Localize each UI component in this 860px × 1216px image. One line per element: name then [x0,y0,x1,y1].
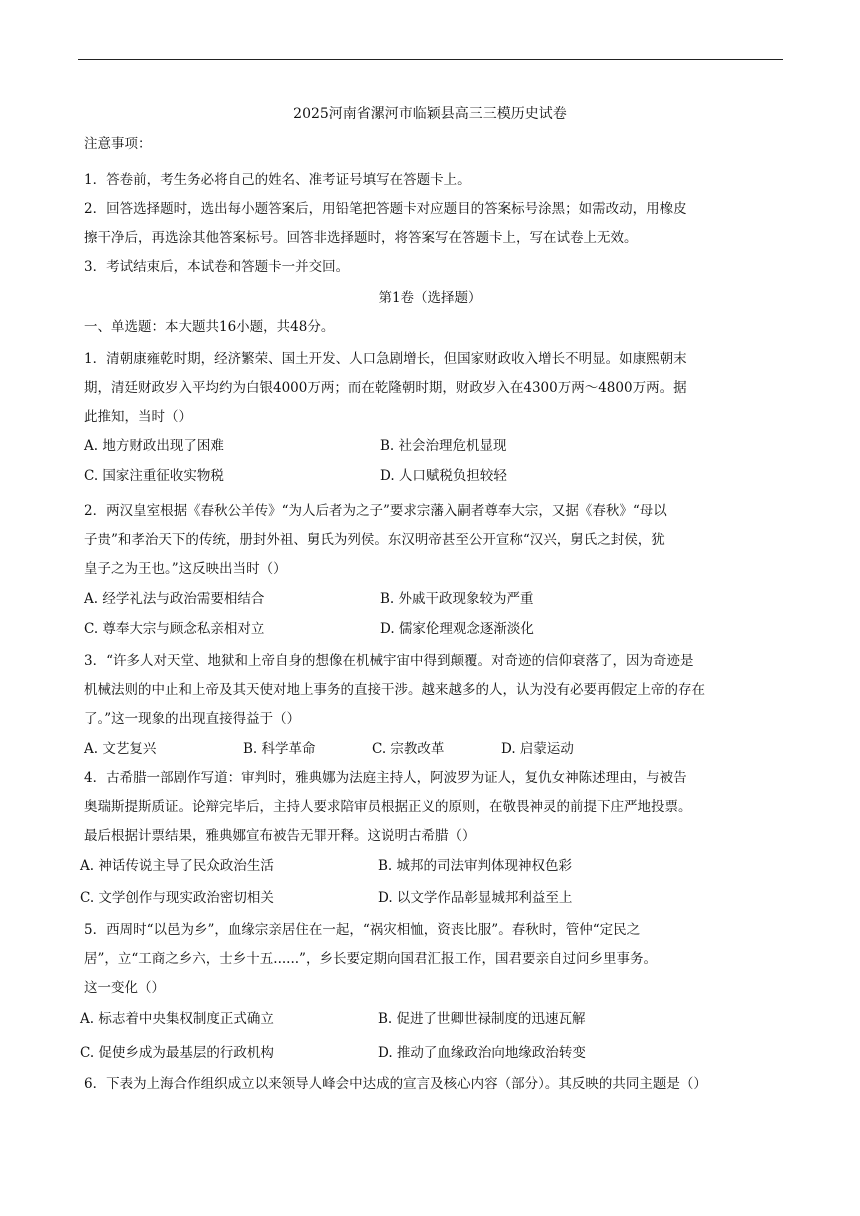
q5-option-a[interactable]: A. 标志着中央集权制度正式确立 [80,1011,274,1027]
q5-option-d[interactable]: D. 推动了血缘政治向地缘政治转变 [378,1045,586,1061]
question-5-line: 5．西周时“以邑为乡”，血缘宗亲居住在一起，“祸灾相恤，资丧比服”。春秋时，管仲“定民之 [84,922,641,938]
q3-option-b[interactable]: B. 科学革命 [243,741,316,757]
q4-option-d[interactable]: D. 以文学作品彰显城邦利益至上 [378,890,573,906]
q3-option-d[interactable]: D. 启蒙运动 [501,741,574,757]
header-rule [78,59,783,60]
q5-option-b[interactable]: B. 促进了世卿世禄制度的迅速瓦解 [378,1011,586,1027]
question-4-line: 最后根据计票结果，雅典娜宣布被告无罪开释。这说明古希腊（） [84,828,476,844]
q4-option-b[interactable]: B. 城邦的司法审判体现神权色彩 [378,858,573,874]
q4-option-a[interactable]: A. 神话传说主导了民众政治生活 [80,858,274,874]
q1-option-c[interactable]: C. 国家注重征收实物税 [84,468,224,484]
section-title: 一、单选题：本大题共16小题，共48分。 [84,319,335,335]
question-4-line: 4．古希腊一部剧作写道：审判时，雅典娜为法庭主持人，阿波罗为证人，复仇女神陈述理由，与被告 [84,770,687,786]
volume-title: 第1卷（选择题） [378,290,482,306]
question-3-line: 了。”这一现象的出现直接得益于（） [84,711,301,727]
question-2-line: 子贵”和孝治天下的传统，册封外祖、舅氏为列侯。东汉明帝甚至公开宣称“汉兴，舅氏之封侯，犹 [84,532,665,548]
question-1-line: 1．清朝康雍乾时期，经济繁荣、国土开发、人口急剧增长，但国家财政收入增长不明显。如康熙朝末 [84,351,687,367]
notice-item: 3．考试结束后，本试卷和答题卡一并交回。 [84,259,350,275]
q1-option-d[interactable]: D. 人口赋税负担较轻 [380,468,507,484]
q3-option-c[interactable]: C. 宗教改革 [372,741,445,757]
question-5-line: 居”，立“工商之乡六，士乡十五......”，乡长要定期向国君汇报工作，国君要亲自过问乡里事务。 [84,951,657,967]
q2-option-d[interactable]: D. 儒家伦理观念逐渐淡化 [380,621,534,637]
exam-title: 2025河南省漯河市临颖县高三三模历史试卷 [293,106,567,122]
q4-option-c[interactable]: C. 文学创作与现实政治密切相关 [80,890,274,906]
question-2-line: 皇子之为王也。”这反映出当时（） [84,561,287,577]
notice-heading: 注意事项： [84,136,152,152]
q5-option-c[interactable]: C. 促使乡成为最基层的行政机构 [80,1045,274,1061]
q1-option-a[interactable]: A. 地方财政出现了困难 [84,438,224,454]
question-3-line: 3．“许多人对天堂、地狱和上帝自身的想像在机械宇宙中得到颠覆。对奇迹的信仰衰落了，因为奇迹是 [84,653,694,669]
question-3-line: 机械法则的中止和上帝及其天使对地上事务的直接干涉。越来越多的人，认为没有必要再假定上帝的存在 [84,682,705,698]
q3-option-a[interactable]: A. 文艺复兴 [84,741,157,757]
notice-item: 1．答卷前，考生务必将自己的姓名、准考证号填写在答题卡上。 [84,172,471,188]
q2-option-c[interactable]: C. 尊奉大宗与顾念私亲相对立 [84,621,265,637]
q2-option-b[interactable]: B. 外戚干政现象较为严重 [380,591,534,607]
notice-item: 擦干净后，再选涂其他答案标号。回答非选择题时，将答案写在答题卡上，写在试卷上无效。 [84,230,638,246]
question-2-line: 2．两汉皇室根据《春秋公羊传》“为人后者为之子”要求宗藩入嗣者尊奉大宗，又据《春秋》“母以 [84,503,667,519]
q2-option-a[interactable]: A. 经学礼法与政治需要相结合 [84,591,265,607]
question-5-line: 这一变化（） [84,980,165,996]
notice-item: 2．回答选择题时，选出每小题答案后，用铅笔把答题卡对应题目的答案标号涂黑；如需改动，用橡皮 [84,201,687,217]
question-4-line: 奥瑞斯提斯质证。论辩完毕后，主持人要求陪审员根据正义的原则，在敬畏神灵的前提下庄严地投票。 [84,799,692,815]
question-6-line: 6．下表为上海合作组织成立以来领导人峰会中达成的宣言及核心内容（部分）。其反映的共同主题是（） [84,1076,707,1092]
question-1-line: 期，清廷财政岁入平均约为白银4000万两；而在乾隆朝时期，财政岁入在4300万两～4800万两。据 [84,380,687,396]
question-1-line: 此推知，当时（） [84,409,192,425]
q1-option-b[interactable]: B. 社会治理危机显现 [380,438,507,454]
